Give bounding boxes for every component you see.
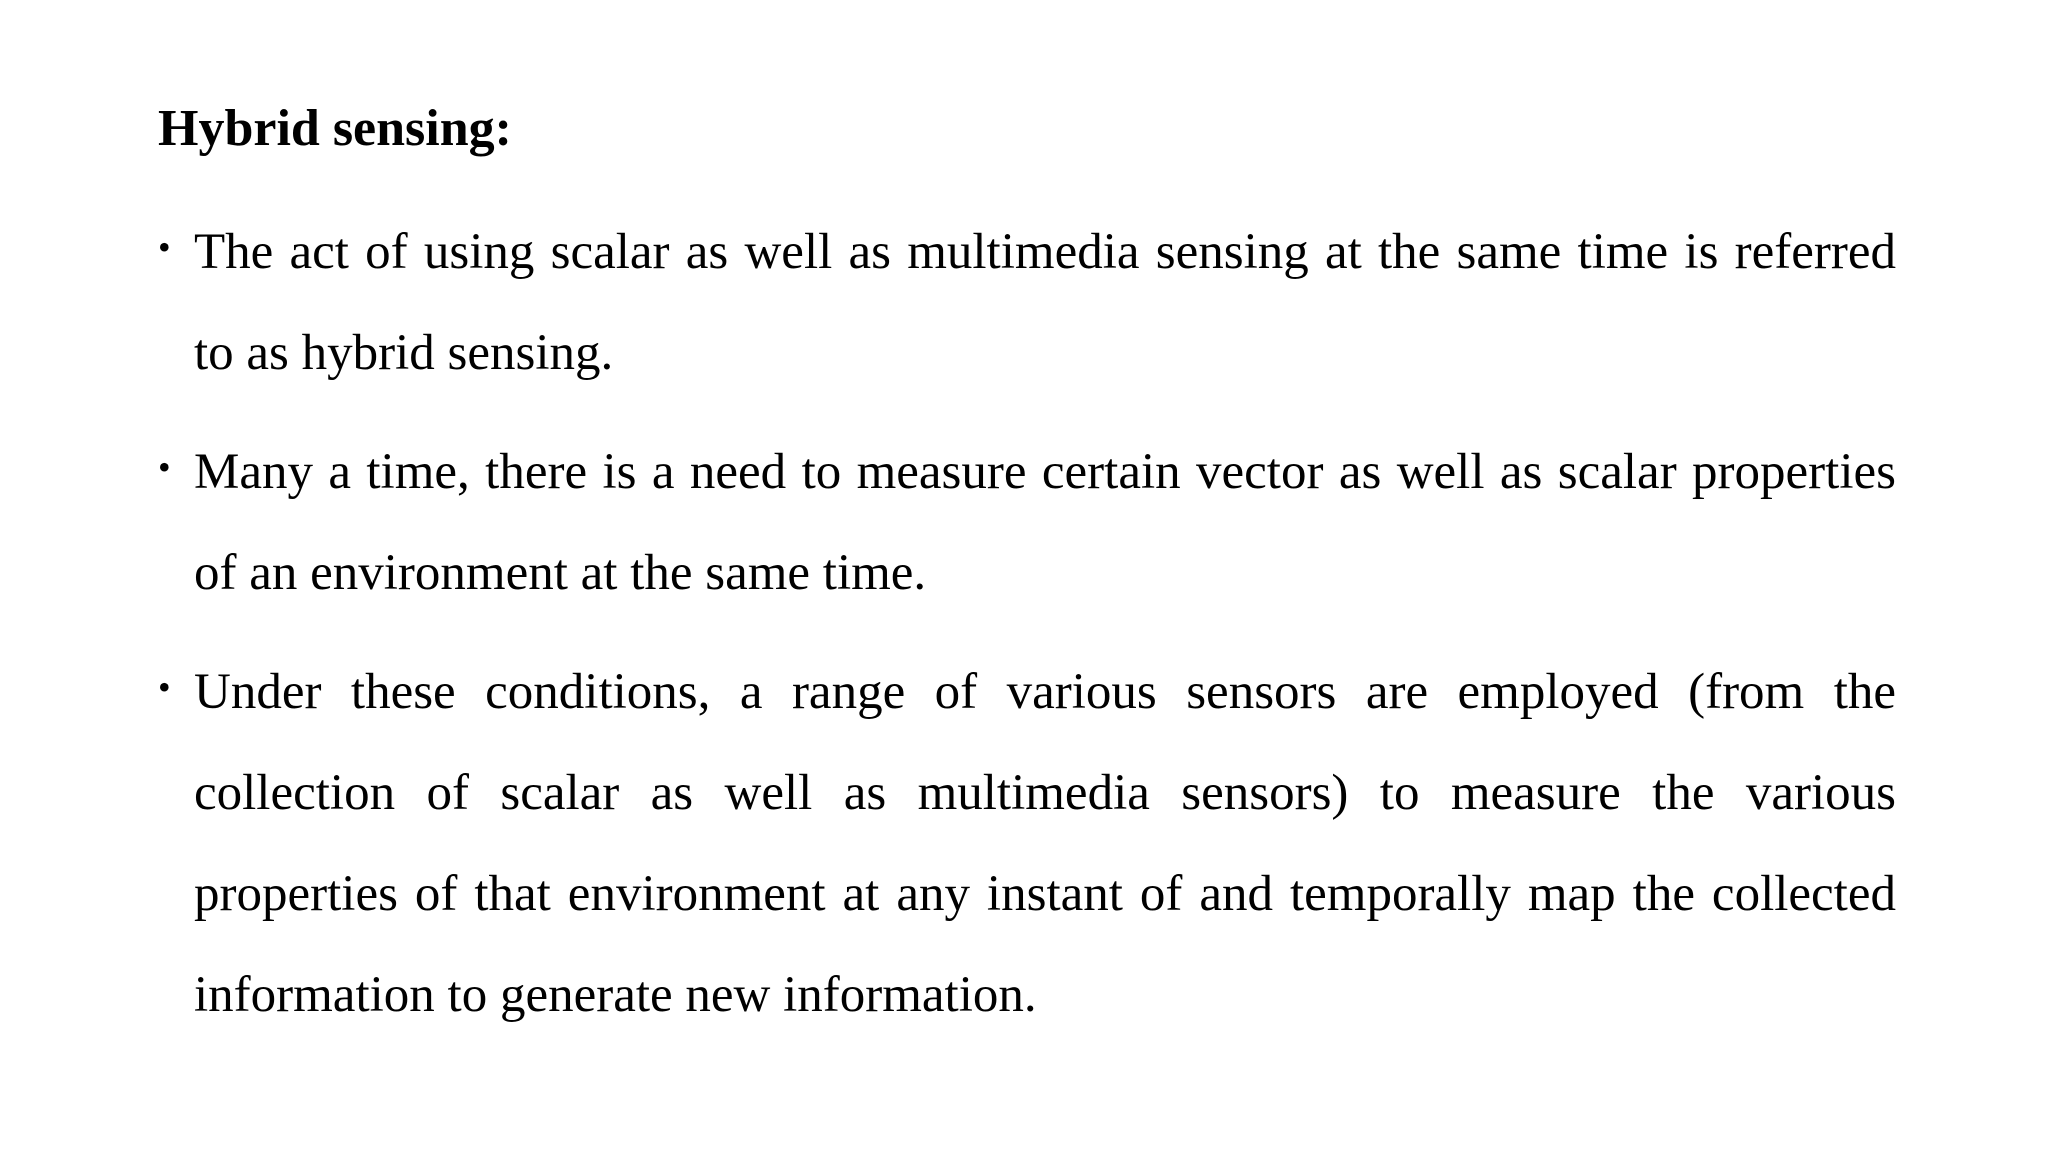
slide-title: Hybrid sensing: — [158, 100, 512, 157]
bullet-dot-icon: • — [158, 667, 171, 707]
bullet-dot-icon: • — [158, 227, 171, 267]
bullet-item — [158, 422, 1896, 624]
bullet-dot-icon: • — [158, 447, 171, 487]
bullet-text: Under these conditions, a range of various sensors are employed (from the collection of scalar as well as multimedia sensors) to measure the various properties of that environment at any instant of and temporally map the collected information to generate new information. — [194, 664, 1896, 1023]
bullet-list — [158, 202, 1896, 1064]
bullet-text: Many a time, there is a need to measure certain vector as well as scalar properties of an environment at the same time. — [194, 444, 1896, 601]
bullet-item — [158, 642, 1896, 1046]
bullet-text: The act of using scalar as well as multimedia sensing at the same time is referred to as hybrid sensing. — [194, 224, 1896, 381]
bullet-item — [158, 202, 1896, 404]
